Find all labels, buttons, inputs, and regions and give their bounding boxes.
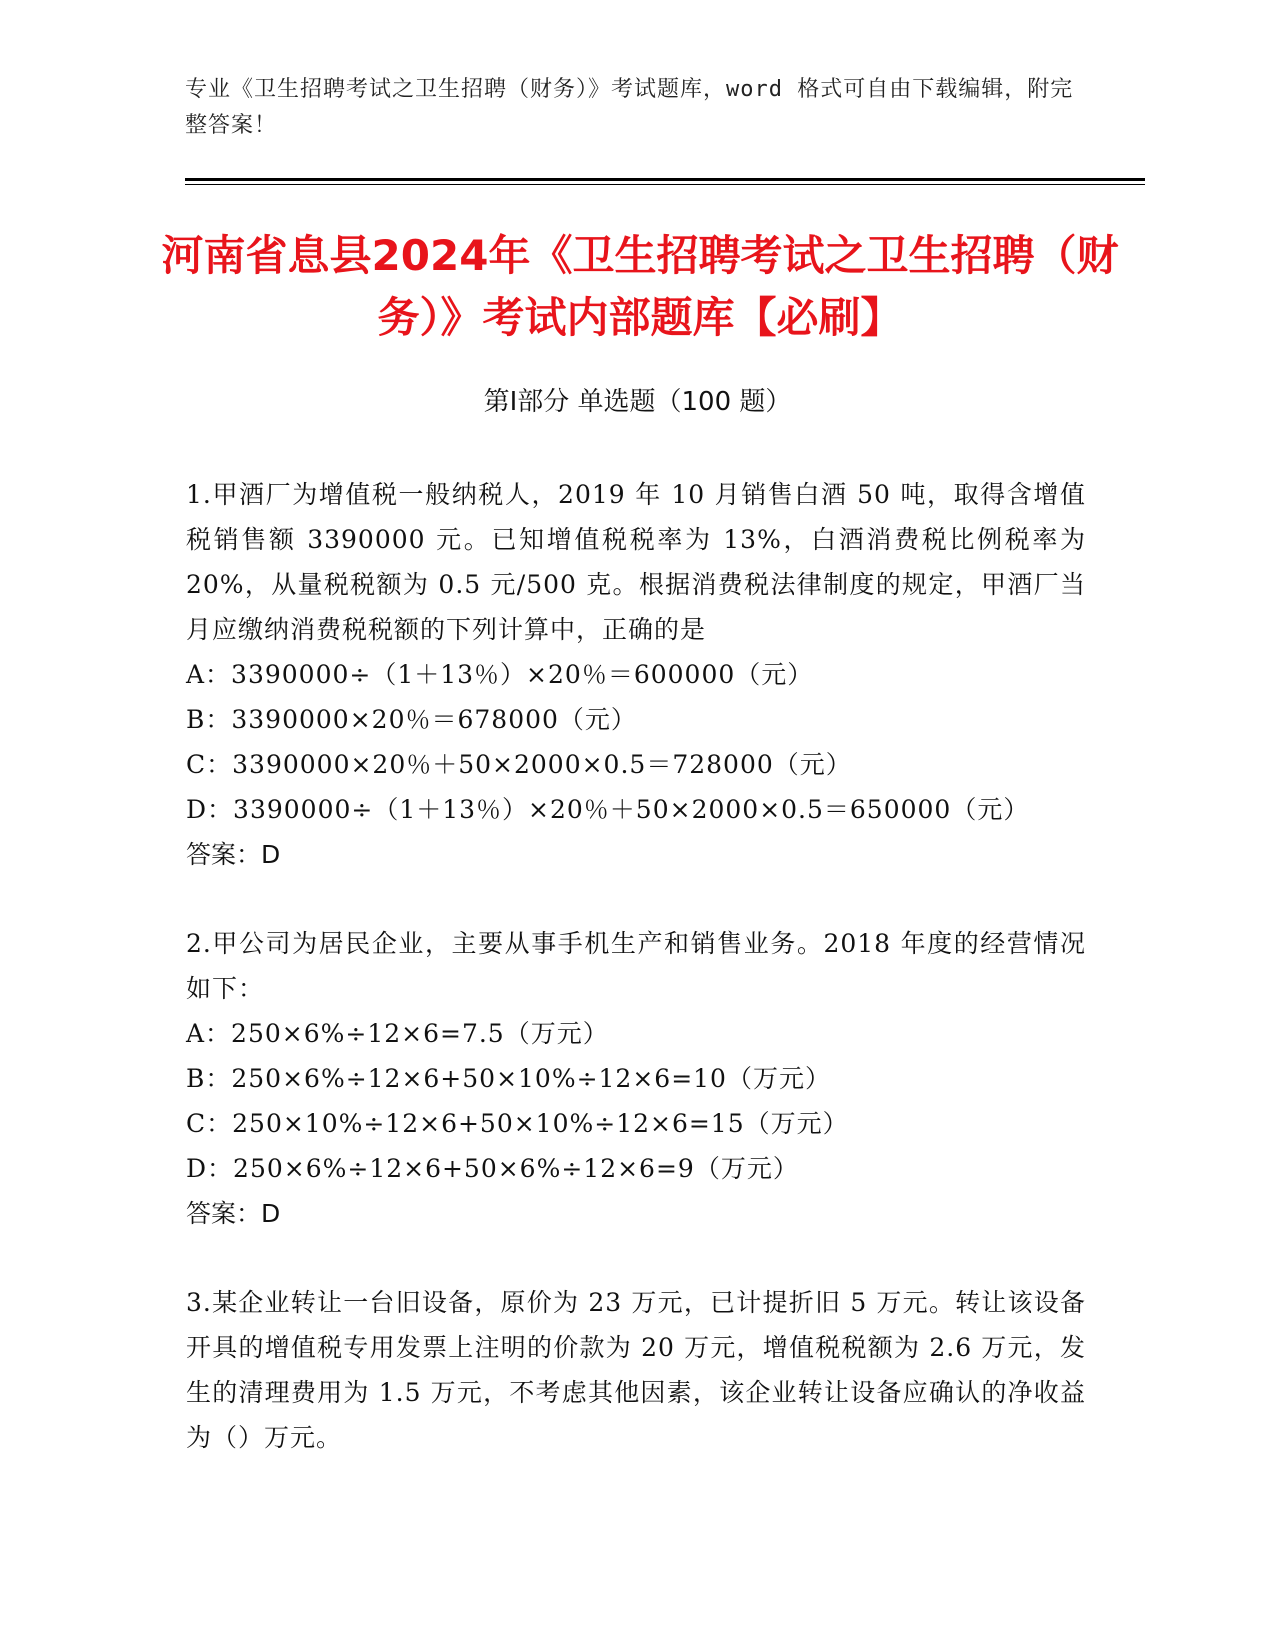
question-3 (186, 1280, 1086, 1460)
header-note: 专业《卫生招聘考试之卫生招聘（财务）》考试题库，word 格式可自由下载编辑，附完整答案！ (185, 77, 1074, 138)
option-c: C：3390000×20％＋50×2000×0.5＝728000（元） (186, 750, 852, 779)
question-list (186, 472, 1086, 1504)
answer: 答案：D (186, 840, 281, 869)
option-a: A：250×6%÷12×6=7.5（万元） (186, 1019, 609, 1048)
question-stem: 2.甲公司为居民企业，主要从事手机生产和销售业务。2018 年度的经营情况如下： (186, 929, 1086, 1003)
header-divider-thick (185, 178, 1145, 181)
section-title: 第Ⅰ部分 单选题（100 题） (483, 387, 792, 417)
question-2 (186, 921, 1086, 1236)
question-1 (186, 472, 1086, 877)
option-d: D：250×6%÷12×6+50×6%÷12×6=9（万元） (186, 1154, 799, 1183)
question-stem: 1.甲酒厂为增值税一般纳税人，2019 年 10 月销售白酒 50 吨，取得含增值税销售额 3390000 元。已知增值税税率为 13%，白酒消费税比例税率为 20%，从量税税额为 0.5 元/500 克。根据消费税法律制度的规定，甲酒厂当月应缴纳消费税税额的下列计算中，正确的是 (186, 480, 1086, 644)
answer: 答案：D (186, 1199, 281, 1228)
option-b: B：250×6%÷12×6+50×10%÷12×6=10（万元） (186, 1064, 831, 1093)
document-title: 河南省息县2024年《卫生招聘考试之卫生招聘（财务）》考试内部题库【必刷】 (161, 231, 1119, 342)
header-divider-thin (185, 184, 1145, 185)
question-stem: 3.某企业转让一台旧设备，原价为 23 万元，已计提折旧 5 万元。转让该设备开具的增值税专用发票上注明的价款为 20 万元，增值税税额为 2.6 万元，发生的清理费用为 1.5 万元，不考虑其他因素，该企业转让设备应确认的净收益为（）万元。 (186, 1288, 1086, 1452)
option-b: B：3390000×20％＝678000（元） (186, 705, 637, 734)
option-c: C：250×10%÷12×6+50×10%÷12×6=15（万元） (186, 1109, 849, 1138)
option-d: D：3390000÷（1＋13％）×20％＋50×2000×0.5＝650000（元） (186, 795, 1030, 824)
option-a: A：3390000÷（1＋13％）×20％＝600000（元） (186, 660, 814, 689)
